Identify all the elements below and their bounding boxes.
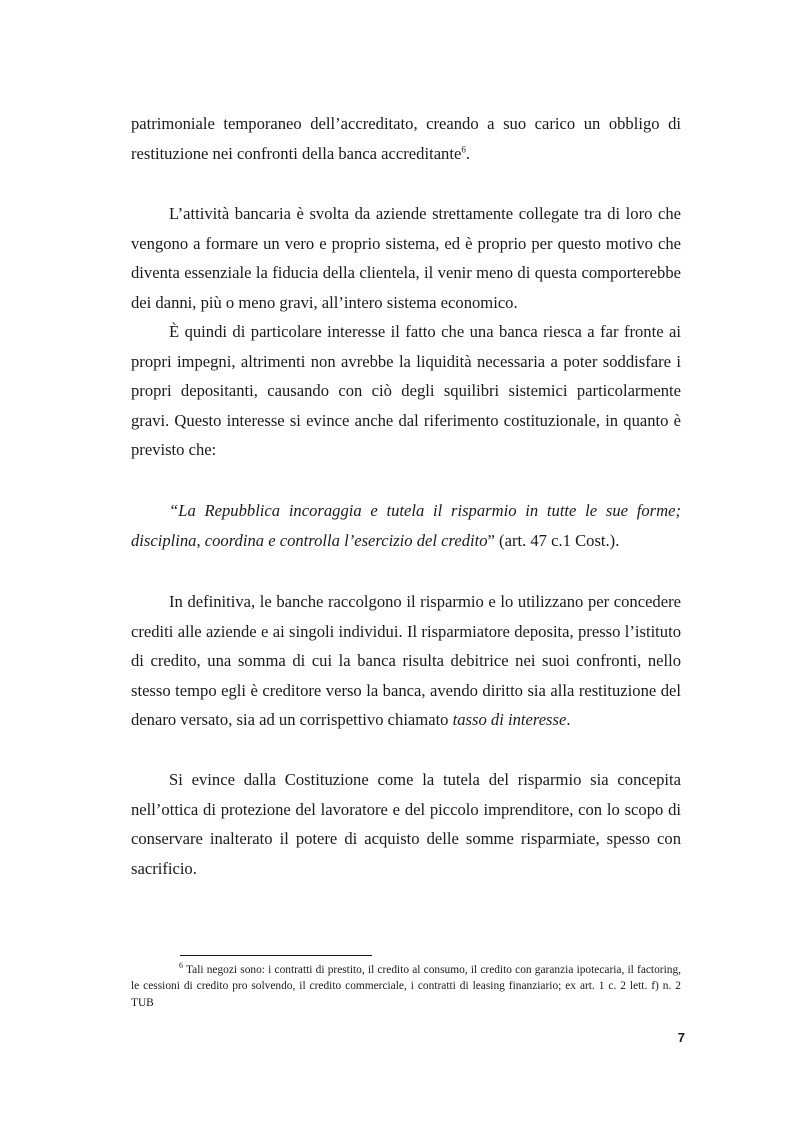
footnote-number: 6 bbox=[179, 961, 183, 971]
quote-source: ” (art. 47 c.1 Cost.). bbox=[487, 530, 620, 550]
paragraph-liquidity: È quindi di particolare interesse il fatto che una banca riesca a far fronte ai propri impegni, altrimenti non avrebbe la liquidità necessaria a poter soddisfare i propri depositanti, causando con ciò degli squilibri sistemici particolarmente gravi. Questo interesse si evince anche dal riferimento costituzionale, in quanto è previsto che: bbox=[131, 322, 681, 459]
paragraph-banking-system: L’attività bancaria è svolta da aziende strettamente collegate tra di loro che vengono a formare un vero e proprio sistema, ed è proprio per questo motivo che diventa essenziale la fiducia della clientela, il venir meno di questa comporterebbe dei danni, più o meno gravi, all’intero sistema economico. bbox=[131, 204, 681, 312]
paragraph-end: . bbox=[566, 710, 571, 729]
paragraph-protection: Si evince dalla Costituzione come la tutela del risparmio sia concepita nell’ottica di protezione del lavoratore e del piccolo imprenditore, con lo scopo di conservare inalterato il potere di acquisto delle somme risparmiate, spesso con sacrificio. bbox=[131, 770, 681, 878]
footnote bbox=[131, 962, 681, 1011]
footnote-separator bbox=[180, 955, 372, 956]
page-number: 7 bbox=[677, 1030, 685, 1045]
footnote-reference: 6 bbox=[461, 143, 466, 154]
paragraph-savings bbox=[131, 587, 681, 735]
term-interest-rate: tasso di interesse bbox=[452, 710, 567, 729]
footnote-text: Tali negozi sono: i contratti di prestito, il credito al consumo, il credito con garanzia ipotecaria, il factoring, le cessioni di credito pro solvendo, il credito commerciale, i contratti di leasing finanziario; ex art. 1 c. 2 lett. f) n. 2 TUB bbox=[131, 964, 681, 1009]
constitution-quote bbox=[131, 496, 681, 555]
paragraph-end: . bbox=[465, 143, 470, 163]
paragraph-continued bbox=[131, 109, 681, 168]
paragraph-text: In definitiva, le banche raccolgono il risparmio e lo utilizzano per concedere crediti alle aziende e ai singoli individui. Il risparmiatore deposita, presso l’istituto di credito, una somma di cui la banca risulta debitrice nei suoi confronti, nello stesso tempo egli è creditore verso la banca, avendo diritto sia alla restituzione del denaro versato, sia ad un corrispettivo chiamato bbox=[131, 592, 681, 729]
quote-text: “La Repubblica incoraggia e tutela il risparmio in tutte le sue forme; disciplina, coordina e controlla l’esercizio del credito bbox=[131, 501, 681, 550]
paragraph-text: patrimoniale temporaneo dell’accreditato, creando a suo carico un obbligo di restituzione nei confronti della banca accreditante bbox=[131, 114, 681, 163]
